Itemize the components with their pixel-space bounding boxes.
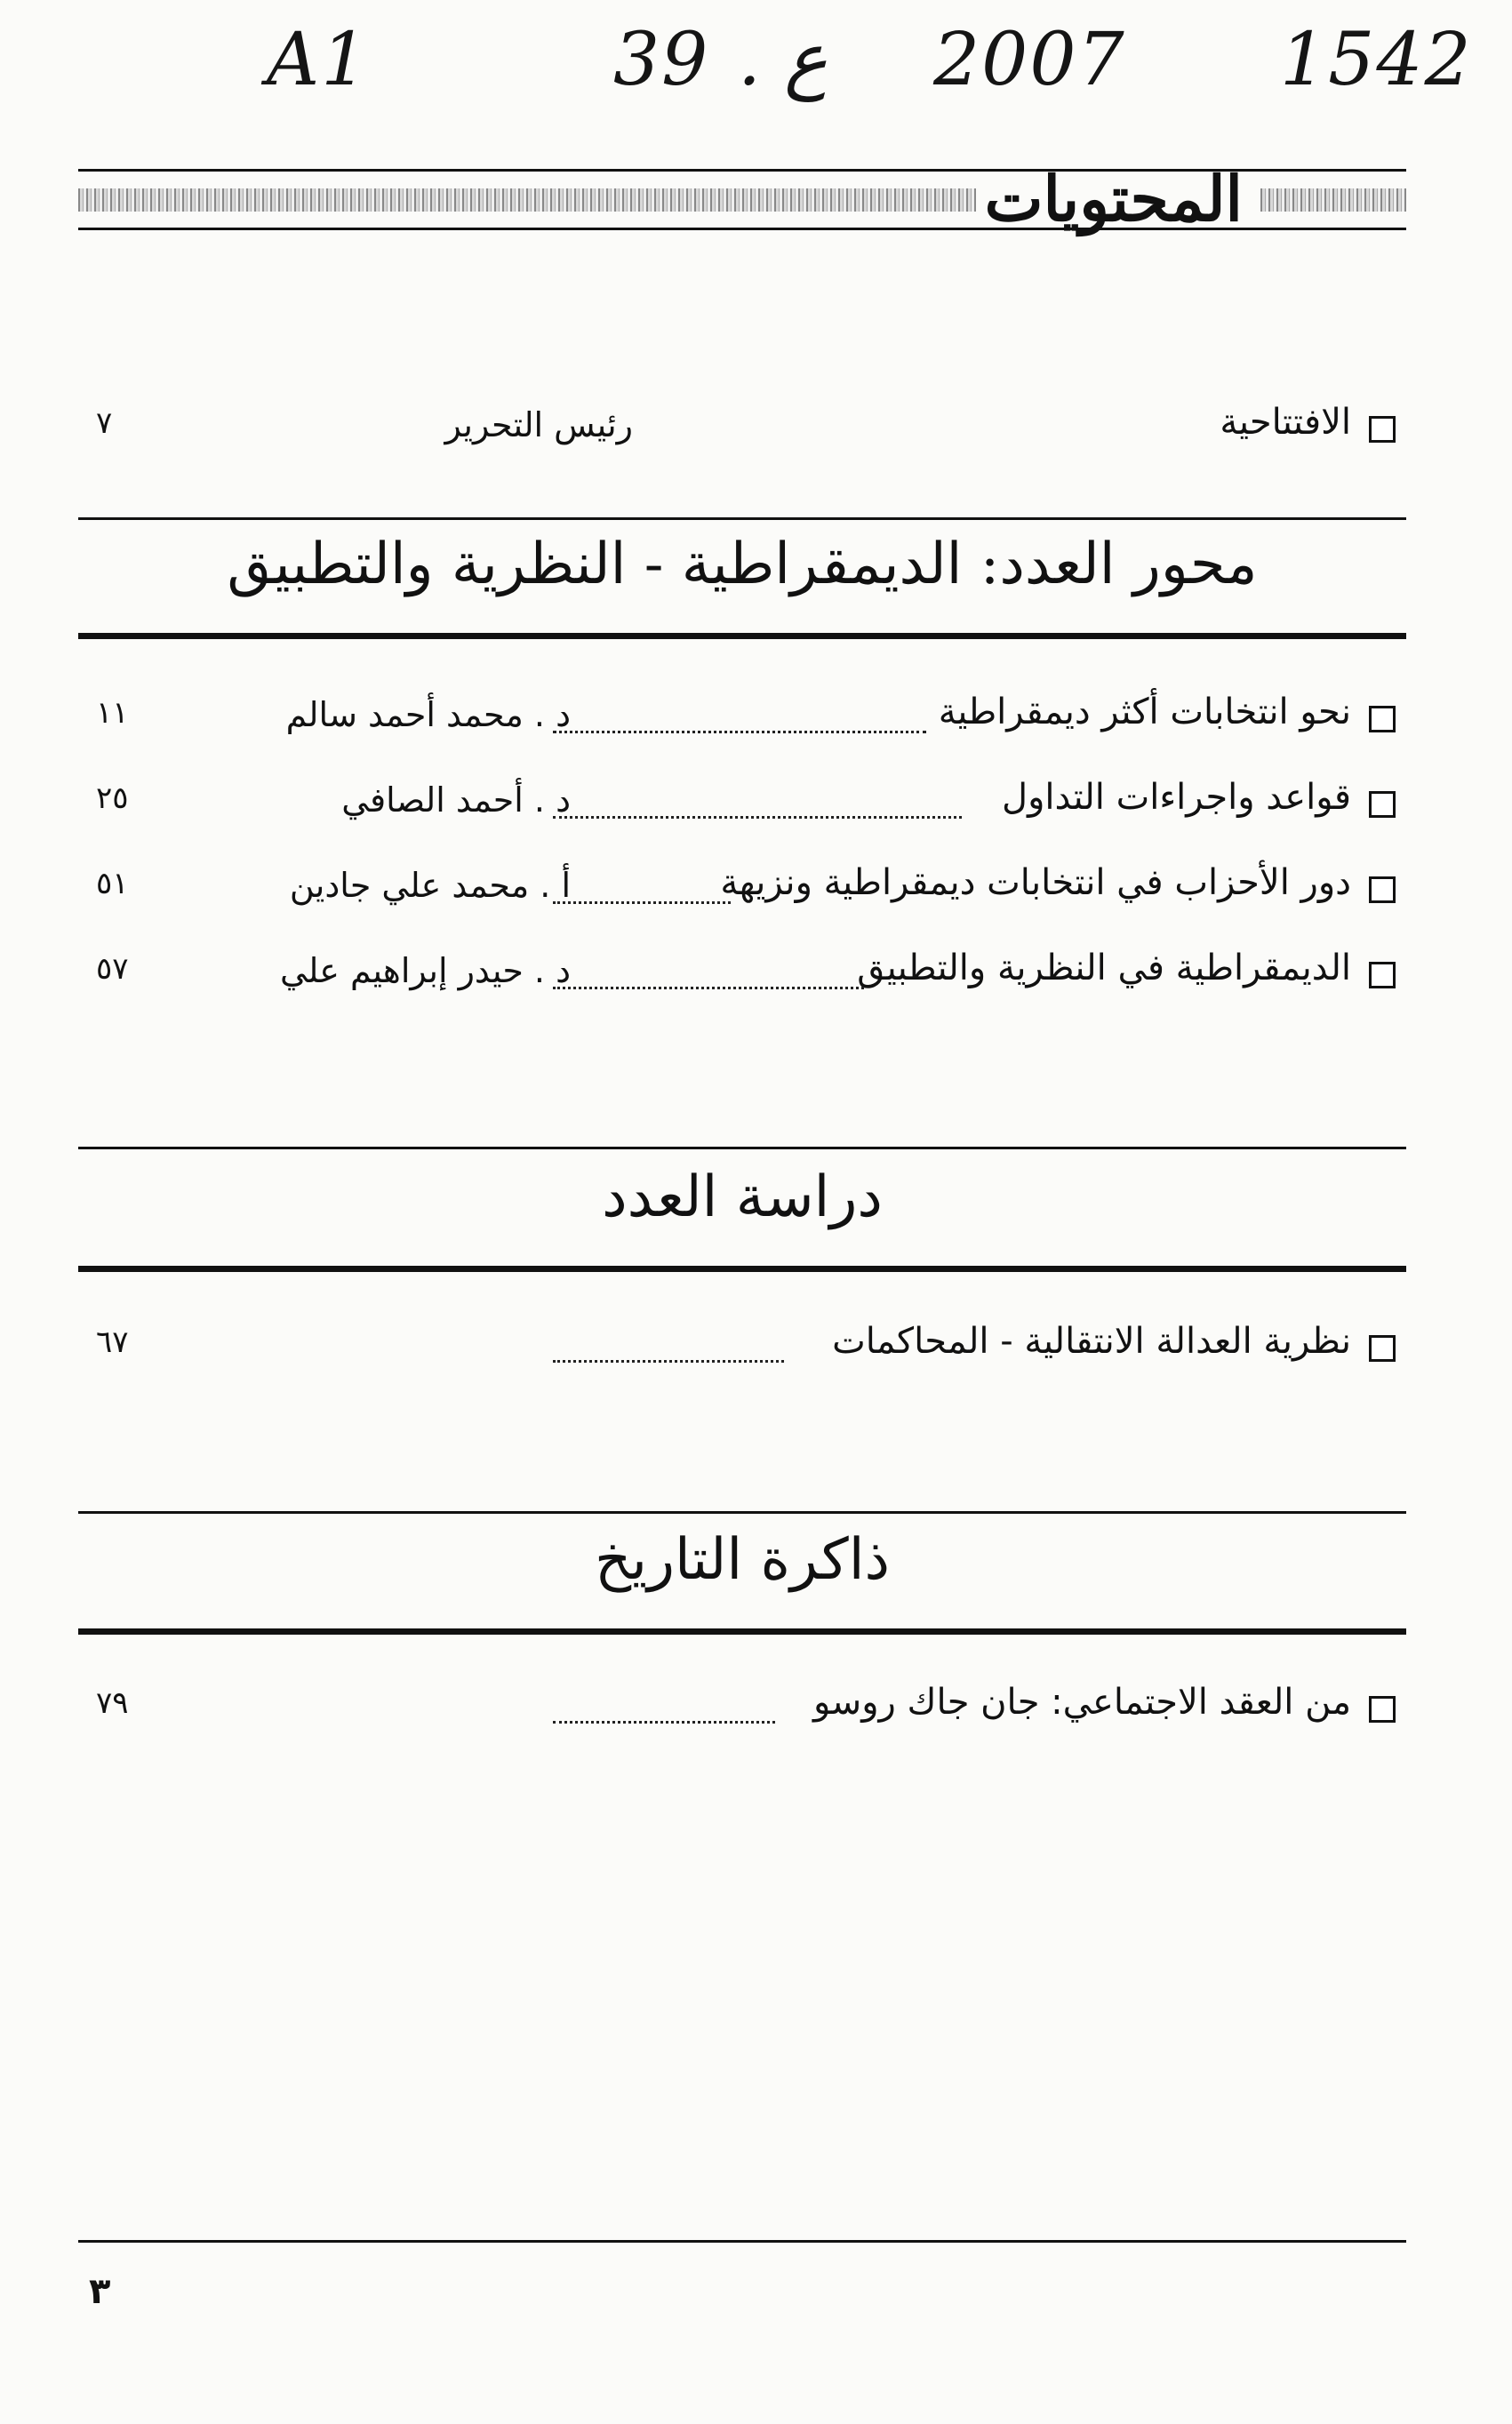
handwritten-note-2007: 2007 (933, 18, 1126, 102)
toc-row[interactable] (78, 692, 1406, 754)
handwritten-note-1542: 1542 (1280, 18, 1473, 102)
toc-title: الديمقراطية في النظرية والتطبيق (857, 948, 1351, 988)
toc-author: د . حيدر إبراهيم علي (280, 951, 571, 990)
handwritten-note-ain: ع . (738, 18, 828, 102)
section-rule-top (78, 1511, 1406, 1514)
checkbox-icon (1369, 416, 1396, 443)
toc-title: دور الأحزاب في انتخابات ديمقراطية ونزيهة (720, 862, 1351, 903)
section-heading-history: ذاكرة التاريخ (594, 1527, 891, 1593)
toc-row[interactable] (78, 1682, 1406, 1744)
checkbox-icon (1369, 962, 1396, 988)
handwritten-note-39: 39 (613, 18, 710, 102)
header-texture-left (78, 188, 976, 212)
toc-page-number: ٧٩ (96, 1685, 129, 1721)
dot-leader (553, 1721, 775, 1724)
dot-leader (553, 816, 962, 819)
dot-leader (553, 1360, 784, 1363)
footer-page-number: ٣ (89, 2271, 111, 2312)
dot-leader (553, 987, 864, 989)
toc-row-editorial[interactable] (78, 402, 1406, 464)
contents-title: المحتويات (984, 162, 1243, 236)
toc-row[interactable] (78, 1321, 1406, 1383)
section-rule-top (78, 517, 1406, 520)
contents-header (78, 162, 1406, 240)
toc-author: أ . محمد علي جادين (289, 866, 571, 905)
toc-author: د . أحمد الصافي (341, 780, 571, 820)
dot-leader (553, 901, 731, 904)
toc-title: من العقد الاجتماعي: جان جاك روسو (813, 1682, 1351, 1723)
toc-title: قواعد واجراءات التداول (1002, 777, 1351, 818)
section-heading-study: دراسة العدد (602, 1164, 883, 1230)
dot-leader (553, 731, 926, 733)
footer-rule (78, 2240, 1406, 2243)
toc-row[interactable] (78, 948, 1406, 1010)
toc-title: نحو انتخابات أكثر ديمقراطية (938, 692, 1351, 732)
section-rule-bottom (78, 633, 1406, 639)
toc-page-number: ٢٥ (96, 780, 129, 816)
checkbox-icon (1369, 876, 1396, 903)
toc-author: د . محمد أحمد سالم (285, 695, 571, 734)
section-rule-bottom (78, 1266, 1406, 1272)
section-rule-top (78, 1147, 1406, 1149)
toc-title: الافتتاحية (1220, 402, 1351, 443)
toc-title: نظرية العدالة الانتقالية - المحاكمات (832, 1321, 1351, 1362)
toc-page-number: ٧ (96, 405, 113, 441)
handwritten-note-a1: A1 (267, 18, 370, 102)
toc-page-number: ٥٧ (96, 951, 129, 987)
toc-row[interactable] (78, 862, 1406, 924)
checkbox-icon (1369, 1335, 1396, 1362)
section-heading-axis: محور العدد: الديمقراطية - النظرية والتطبيق (227, 532, 1258, 597)
checkbox-icon (1369, 1696, 1396, 1723)
header-texture-right (1260, 188, 1406, 212)
toc-page-number: ٥١ (96, 866, 129, 901)
section-rule-bottom (78, 1628, 1406, 1635)
checkbox-icon (1369, 791, 1396, 818)
toc-page-number: ٦٧ (96, 1324, 129, 1360)
toc-page-number: ١١ (96, 695, 129, 731)
toc-author: رئيس التحرير (444, 405, 633, 444)
checkbox-icon (1369, 706, 1396, 732)
toc-row[interactable] (78, 777, 1406, 839)
